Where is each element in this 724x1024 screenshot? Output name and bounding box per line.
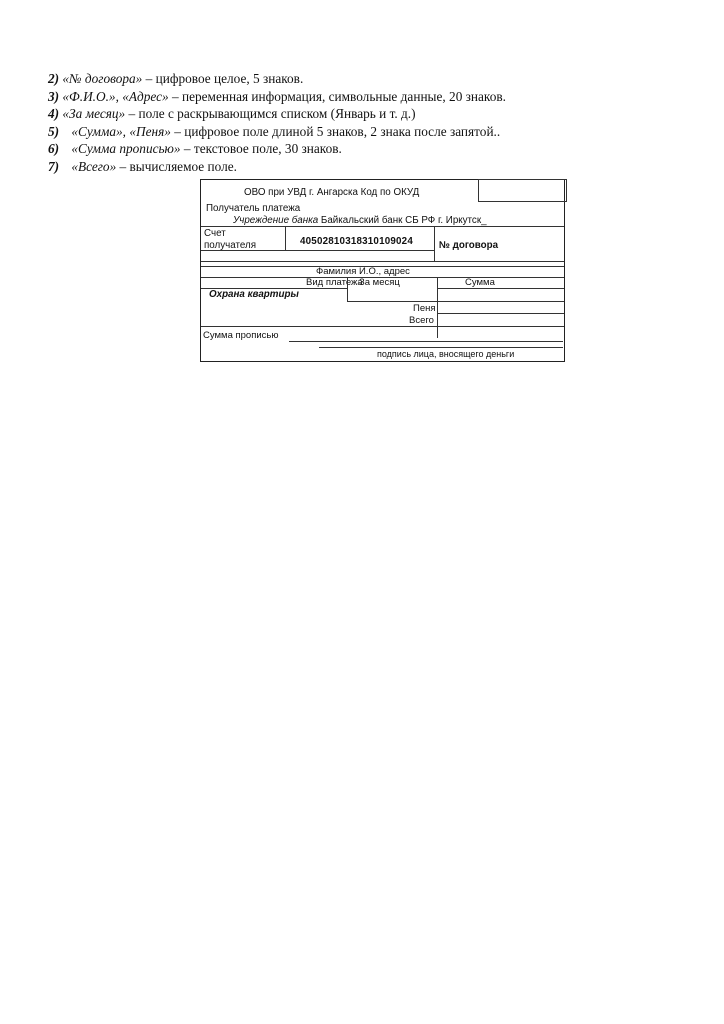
divider	[201, 226, 564, 227]
divider	[437, 277, 438, 338]
list-item	[48, 140, 688, 158]
payment-type-label: Вид платежа	[306, 277, 363, 288]
sum-words-label: Сумма прописью	[203, 330, 279, 341]
list-item-number: 3)	[48, 88, 60, 104]
divider	[347, 277, 348, 301]
bank-line	[233, 215, 487, 226]
sum-words-line[interactable]	[289, 341, 563, 342]
fio-label: Фамилия И.О., адрес	[316, 266, 410, 277]
divider	[437, 288, 564, 289]
divider	[434, 226, 435, 261]
recipient-label: Получатель платежа	[206, 203, 301, 214]
list-item-number: 6)	[48, 141, 60, 157]
list-item-number: 5)	[48, 123, 60, 139]
month-label: За месяц	[359, 277, 400, 288]
field-description: – цифровое целое, 5 знаков.	[142, 71, 304, 86]
payment-form	[200, 179, 565, 362]
signature-line[interactable]	[319, 347, 563, 348]
divider	[347, 301, 437, 302]
bank-name: Байкальский банк СБ РФ г. Иркутск_	[320, 215, 487, 226]
field-description: – переменная информация, символьные данные, 20 знаков.	[168, 88, 506, 104]
signature-label: подпись лица, вносящего деньги	[377, 349, 515, 359]
list-item-number: 4)	[48, 106, 60, 122]
field-description: – текстовое поле, 30 знаков.	[180, 141, 342, 157]
list-item-number: 2)	[48, 71, 60, 86]
divider	[201, 250, 434, 251]
divider	[285, 226, 286, 250]
field-name: «№ договора»	[62, 71, 143, 86]
list-item	[48, 70, 688, 88]
penalty-label: Пеня	[413, 303, 436, 314]
sum-label: Сумма	[465, 277, 495, 288]
field-description: – поле с раскрывающимся списком (Январь и т. д.)	[125, 106, 416, 122]
list-item	[48, 158, 688, 176]
account-label-2: получателя	[204, 240, 257, 251]
list-item	[48, 123, 688, 141]
divider	[437, 301, 564, 302]
field-name: «Сумма прописью»	[71, 141, 181, 157]
list-item	[48, 88, 688, 106]
payment-type-value: Охрана квартиры	[209, 289, 299, 300]
divider	[201, 326, 564, 327]
field-name: «За месяц»	[62, 106, 126, 122]
field-name: «Ф.И.О.»	[62, 88, 116, 104]
account-label-1: Счет	[204, 228, 226, 239]
bank-prefix: Учреждение банка	[233, 215, 319, 226]
field-name: «Сумма», «Пеня»	[71, 123, 171, 139]
list-item	[48, 105, 688, 123]
list-item-number: 7)	[48, 158, 60, 174]
field-name: «Адрес»	[122, 88, 169, 104]
form-header: ОВО при УВД г. Ангарска Код по ОКУД	[244, 187, 420, 198]
field-description: – цифровое поле длиной 5 знаков, 2 знака после запятой..	[170, 123, 501, 139]
divider	[201, 261, 564, 262]
field-separator: ,	[115, 88, 123, 104]
requirements-list	[48, 70, 688, 176]
okud-code-box[interactable]	[478, 179, 567, 202]
account-number[interactable]: 40502810318310109024	[300, 236, 413, 247]
field-description: – вычисляемое поле.	[116, 158, 237, 174]
contract-label: № договора	[439, 240, 499, 251]
divider	[437, 313, 564, 314]
total-label: Всего	[409, 315, 434, 326]
field-name: «Всего»	[71, 158, 117, 174]
